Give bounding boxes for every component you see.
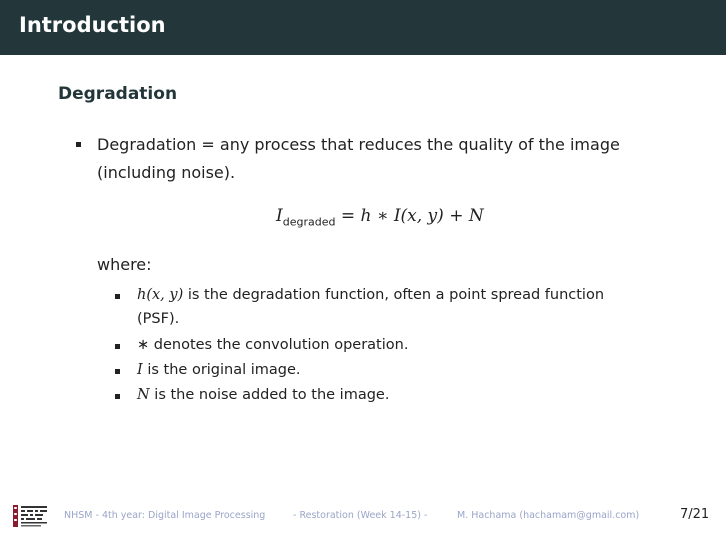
page-number: 7/21: [680, 507, 710, 522]
sub-bullet-marker: [115, 294, 120, 299]
slide-footer: [0, 504, 726, 530]
equation-lhs: I: [276, 206, 283, 226]
subitem-text: is the noise added to the image.: [154, 387, 390, 403]
block-title: Degradation: [58, 84, 178, 104]
subitem-text: is the degradation function, often a point spread function: [187, 287, 605, 303]
bullet-text-line2: (including noise).: [97, 163, 236, 182]
subitem-2: [137, 358, 301, 382]
slide-header-bar: [0, 0, 726, 55]
bullet-marker: [76, 142, 81, 147]
subitem-1: [137, 333, 408, 357]
sub-bullet-marker: [115, 344, 120, 349]
footer-section: - Restoration (Week 14-15) -: [293, 510, 428, 521]
subitem-0-line2: (PSF).: [137, 311, 180, 327]
subitem-text: is the original image.: [147, 362, 301, 378]
equation-rhs: = h ∗ I(x, y) + N: [340, 206, 484, 226]
subitem-symbol: I: [137, 362, 143, 378]
sub-bullet-marker: [115, 369, 120, 374]
bullet-text-line1: Degradation = any process that reduces the quality of the image: [97, 135, 620, 154]
subitem-symbol: h(x, y): [137, 287, 184, 303]
equation-lhs-subscript: degraded: [282, 215, 336, 229]
institution-logo-icon: [12, 504, 48, 528]
where-label: where:: [97, 255, 152, 274]
subitem-text: denotes the convolution operation.: [153, 337, 409, 353]
sub-bullet-marker: [115, 394, 120, 399]
footer-course: NHSM - 4th year: Digital Image Processing: [64, 510, 266, 521]
slide-title: Introduction: [19, 13, 166, 37]
degradation-equation: [276, 206, 484, 228]
subitem-3: [137, 383, 389, 407]
subitem-0: [137, 283, 604, 307]
footer-author: M. Hachama (hachamam@gmail.com): [457, 510, 640, 521]
subitem-symbol: N: [137, 387, 150, 403]
subitem-symbol: ∗: [137, 337, 150, 353]
